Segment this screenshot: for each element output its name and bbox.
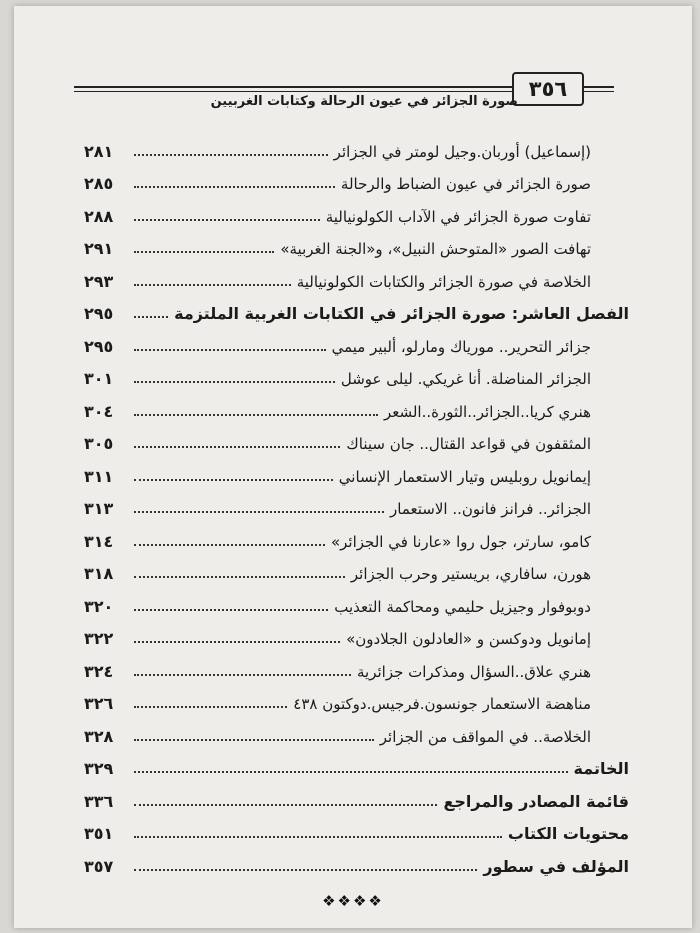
toc-entry bbox=[84, 778, 629, 811]
toc-entry-page: ٣٠٥ bbox=[84, 434, 114, 453]
toc-entry-page: ٢٨١ bbox=[84, 141, 114, 161]
toc-entry-page: ٢٨٨ bbox=[84, 206, 114, 226]
dot-leader bbox=[134, 446, 340, 448]
toc-entry bbox=[84, 746, 629, 779]
page-header bbox=[74, 68, 614, 116]
toc-entry-page: ٣٠١ bbox=[84, 369, 114, 388]
dot-leader bbox=[134, 414, 378, 416]
dot-leader bbox=[134, 154, 328, 156]
toc-entry-title: إيمانويل روبليس وتيار الاستعمار الإنساني bbox=[338, 467, 591, 486]
toc-entry-title: (إسماعيل) أوربان.وجيل لومتر في الجزائر bbox=[333, 142, 591, 161]
toc-entry bbox=[84, 681, 629, 714]
toc-entry-page: ٣٢٤ bbox=[84, 661, 114, 681]
toc-entry-title: تفاوت صورة الجزائر في الآداب الكولونيالية bbox=[325, 207, 591, 226]
toc-entry-title: دوبوفوار وجيزيل حليمي ومحاكمة التعذيب bbox=[334, 597, 591, 616]
book-page bbox=[14, 6, 692, 928]
toc-entry bbox=[84, 486, 629, 519]
toc-entry-title: هنري علاق..السؤال ومذكرات جزائرية bbox=[356, 662, 591, 681]
toc-entry-page: ٣١١ bbox=[84, 466, 114, 486]
dot-leader bbox=[134, 674, 351, 676]
toc-entry-page: ٣٢٨ bbox=[84, 726, 114, 746]
toc-entry-page: ٢٩٥ bbox=[84, 336, 114, 356]
dot-leader bbox=[134, 641, 340, 643]
toc-entry-title: كامو، سارتر، جول روا «عارنا في الجزائر» bbox=[330, 532, 591, 551]
footer-ornament: ❖❖❖❖ bbox=[322, 892, 384, 910]
toc-entry-title: المثقفون في قواعد القتال.. جان سيناك bbox=[346, 435, 591, 453]
toc-entry-page: ٣٢٢ bbox=[84, 629, 114, 648]
toc-entry bbox=[84, 421, 629, 454]
toc-entry bbox=[84, 193, 629, 226]
toc-entry-title: هورن، سافاري، بريستير وحرب الجزائر bbox=[350, 565, 591, 583]
toc-entry-page: ٣٠٤ bbox=[84, 401, 114, 421]
toc-entry-page: ٣١٤ bbox=[84, 531, 114, 551]
toc-entry-page: ٢٩١ bbox=[84, 239, 114, 258]
table-of-contents bbox=[84, 128, 629, 876]
dot-leader bbox=[134, 869, 477, 871]
toc-entry-page: ٢٩٣ bbox=[84, 271, 114, 291]
toc-entry bbox=[84, 388, 629, 421]
toc-entry-title: الخاتمة bbox=[573, 759, 629, 778]
toc-entry-title: هنري كريا..الجزائر..الثورة..الشعر bbox=[383, 402, 591, 421]
toc-entry bbox=[84, 551, 629, 584]
toc-entry bbox=[84, 356, 629, 389]
toc-entry bbox=[84, 323, 629, 356]
toc-entry-title: جزائر التحرير.. مورياك ومارلو، ألبير ميمي bbox=[331, 337, 591, 356]
toc-entry bbox=[84, 843, 629, 876]
dot-leader bbox=[134, 284, 291, 286]
toc-entry-page: ٣٢٩ bbox=[84, 759, 114, 778]
toc-entry-title: إمانويل ودوكسن و «العادلون الجلادون» bbox=[346, 630, 591, 648]
page-number: ٣٥٦ bbox=[512, 72, 584, 106]
toc-entry bbox=[84, 226, 629, 259]
toc-entry bbox=[84, 713, 629, 746]
toc-entry bbox=[84, 583, 629, 616]
toc-entry bbox=[84, 811, 629, 844]
toc-entry bbox=[84, 648, 629, 681]
dot-leader bbox=[134, 511, 384, 513]
toc-entry bbox=[84, 291, 629, 324]
toc-entry-page: ٢٩٥ bbox=[84, 304, 114, 323]
toc-entry-title: الجزائر.. فرانز فانون.. الاستعمار bbox=[390, 500, 591, 518]
toc-entry-page: ٣١٨ bbox=[84, 564, 114, 583]
toc-entry-page: ٣٥١ bbox=[84, 824, 114, 843]
dot-leader bbox=[134, 771, 568, 773]
toc-entry-page: ٣٢٦ bbox=[84, 694, 114, 713]
dot-leader bbox=[134, 576, 345, 578]
toc-entry-page: ٣٣٦ bbox=[84, 791, 114, 811]
toc-entry-page: ٣٢٠ bbox=[84, 596, 114, 616]
toc-entry-title: محتويات الكتاب bbox=[507, 824, 629, 843]
toc-entry-page: ٣٥٧ bbox=[84, 856, 114, 876]
dot-leader bbox=[134, 251, 274, 253]
toc-entry-title: الخلاصة في صورة الجزائر والكتابات الكولونيالية bbox=[296, 272, 591, 291]
dot-leader bbox=[134, 739, 374, 741]
dot-leader bbox=[134, 706, 287, 708]
toc-entry bbox=[84, 453, 629, 486]
toc-entry-title: الجزائر المناضلة. أنا غريكي. ليلى عوشل bbox=[340, 370, 591, 388]
toc-entry-page: ٣١٣ bbox=[84, 499, 114, 518]
dot-leader bbox=[134, 479, 333, 481]
toc-entry-title: الخلاصة.. في المواقف من الجزائر bbox=[379, 727, 591, 746]
dot-leader bbox=[134, 544, 325, 546]
dot-leader bbox=[134, 316, 168, 318]
toc-entry bbox=[84, 258, 629, 291]
running-title: صورة الجزائر في عيون الرحالة وكتابات الغربيين bbox=[210, 94, 518, 109]
toc-entry-title: الفصل العاشر: صورة الجزائر في الكتابات الغربية الملتزمة bbox=[174, 304, 629, 323]
dot-leader bbox=[134, 349, 326, 351]
toc-entry bbox=[84, 161, 629, 194]
toc-entry bbox=[84, 616, 629, 649]
dot-leader bbox=[134, 836, 502, 838]
dot-leader bbox=[134, 381, 335, 383]
toc-entry bbox=[84, 518, 629, 551]
dot-leader bbox=[134, 804, 437, 806]
dot-leader bbox=[134, 186, 335, 188]
toc-entry-title: تهافت الصور «المتوحش النبيل»، و«الجنة الغربية» bbox=[280, 240, 591, 258]
dot-leader bbox=[134, 219, 320, 221]
toc-entry-title: صورة الجزائر في عيون الضباط والرحالة bbox=[340, 175, 591, 193]
toc-entry-page: ٢٨٥ bbox=[84, 174, 114, 193]
dot-leader bbox=[134, 609, 328, 611]
toc-entry-title: مناهضة الاستعمار جونسون.فرجيس.دوكتون ٤٣٨ bbox=[293, 695, 591, 713]
toc-entry-title: المؤلف في سطور bbox=[483, 856, 629, 876]
toc-entry-title: قائمة المصادر والمراجع bbox=[443, 791, 629, 811]
toc-entry bbox=[84, 128, 629, 161]
